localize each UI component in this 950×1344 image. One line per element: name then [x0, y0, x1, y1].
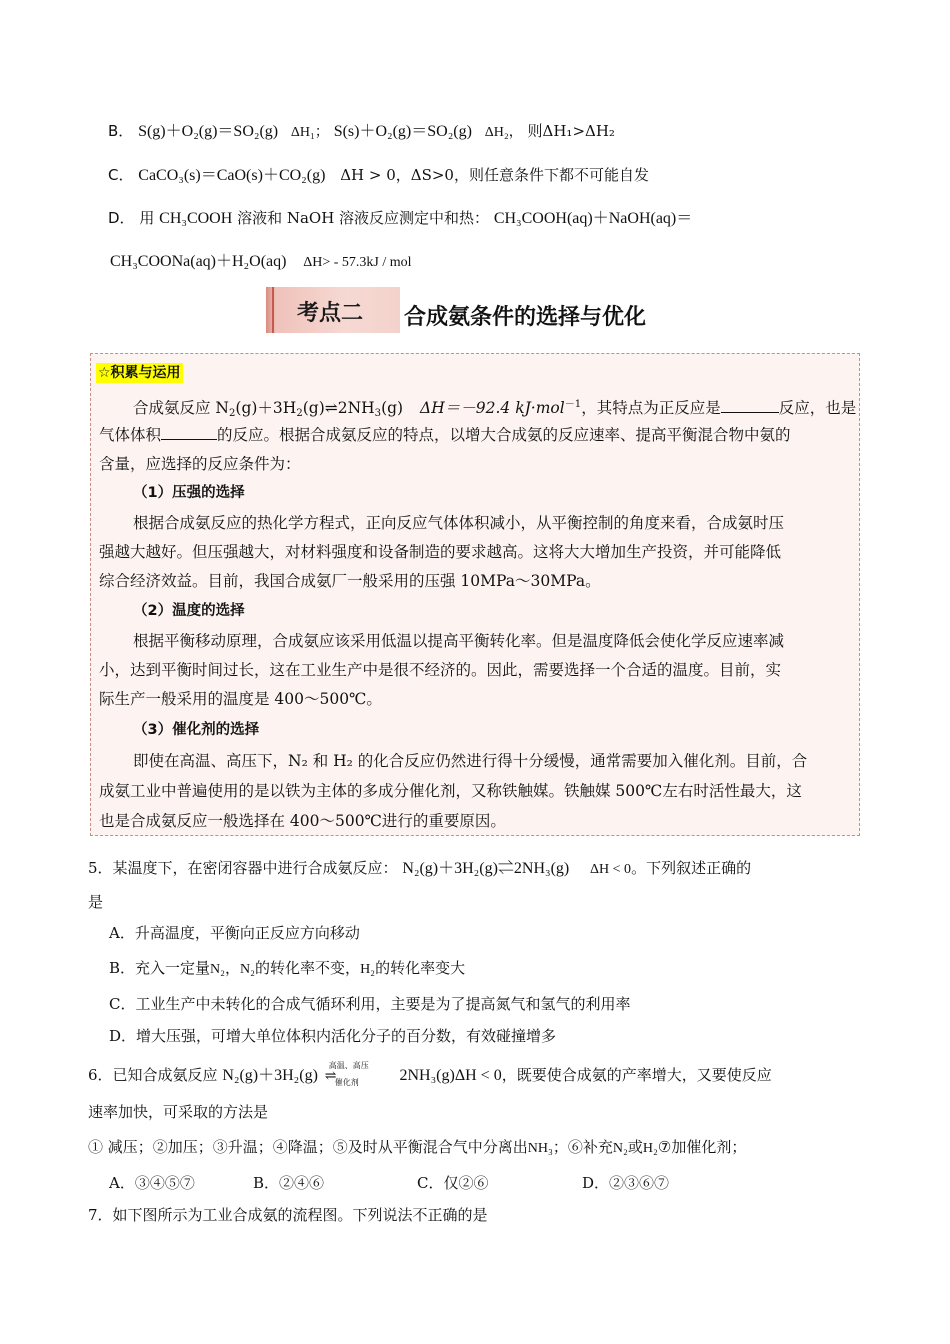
- box-intro-line-2: [99, 424, 791, 446]
- box-heading-catalyst: （3）催化剂的选择: [133, 722, 260, 738]
- option-b-dh2: ΔH₂，: [484, 125, 523, 140]
- q5-stem-a: 5．某温度下，在密闭容器中进行合成氨反应：: [88, 859, 398, 877]
- option-d-dh: ΔH> - 57.3kJ / mol: [303, 255, 412, 270]
- box-intro-text: 气体体积: [99, 426, 162, 444]
- q5-option-b-n2: N₂: [240, 962, 256, 977]
- q5-option-b-h2: H₂: [360, 962, 376, 977]
- box-heading-temperature: （2）温度的选择: [133, 603, 245, 619]
- option-d-text-2: 溶液和 NaOH 溶液反应测定中和热：: [237, 209, 490, 227]
- option-d-line: [108, 207, 692, 230]
- box-intro-sup: －1: [564, 399, 582, 410]
- q6-items-line: [88, 1136, 746, 1160]
- section-title: 合成氨条件的选择与优化: [404, 305, 647, 330]
- option-b-equation-2: S(s)＋O₂(g)＝SO₂(g): [333, 123, 472, 140]
- box-intro-text: (g)＋3H: [235, 399, 297, 417]
- box-intro-line-1: 合成氨反应 $N_2(g)+3H_2(g)\rightleftharpoons 2NH_3(g)$ ΔH＝－92.4 kJ·mol$^{-1}$，其特点为正反应是 反应，也是: [133, 399, 857, 419]
- q6-nh3: NH₃: [527, 1141, 553, 1156]
- q6-condition-top: 高温、高压: [328, 1061, 369, 1070]
- knowledge-box-label: ☆积累与运用: [98, 365, 181, 381]
- q6-condition-bottom: 催化剂: [334, 1078, 359, 1087]
- box-p1-line-3: 综合经济效益。目前，我国合成氨厂一般采用的压强 10MPa～30MPa。: [99, 572, 601, 590]
- q5-option-b[interactable]: [109, 957, 465, 981]
- option-b-dh1: ΔH₁；: [290, 125, 329, 140]
- q6-option-b[interactable]: B．②④⑥: [253, 1174, 325, 1192]
- option-d-line-2: [110, 250, 412, 274]
- q6-n2: N₂: [612, 1141, 628, 1156]
- q6-items-text: 或: [627, 1138, 643, 1156]
- box-p2-line-1: 根据平衡移动原理，合成氨应该采用低温以提高平衡转化率。但是温度降低会使化学反应速率减: [133, 632, 785, 650]
- box-intro-line-3: 含量，应选择的反应条件为：: [99, 455, 301, 473]
- option-b-label: B．: [108, 122, 134, 140]
- q5-stem-c: 是: [88, 893, 104, 911]
- q6-option-d[interactable]: D．②③⑥⑦: [582, 1174, 670, 1192]
- box-intro-text: 反应，也是: [778, 399, 857, 417]
- q6-items-text: ① 减压；②加压；③升温；④降温；⑤及时从平衡混合气中分离出: [88, 1138, 528, 1156]
- section-tag: 考点二: [297, 301, 364, 326]
- q5-option-b-text: ，: [225, 959, 241, 977]
- q7-stem: 7．如下图所示为工业合成氨的流程图。下列说法不正确的是: [88, 1206, 488, 1224]
- box-intro-text: 的反应。根据合成氨反应的特点，以增大合成氨的反应速率、提高平衡混合物中氨的: [217, 426, 791, 444]
- q6-equation-left: N₂(g)＋3H₂(g): [222, 1067, 318, 1084]
- option-b-line: [108, 120, 615, 144]
- q5-option-a[interactable]: A．升高温度，平衡向正反应方向移动: [109, 924, 360, 942]
- q6-h2: H₂: [642, 1141, 658, 1156]
- q5-option-c[interactable]: C．工业生产中未转化的合成气循环利用，主要是为了提高氮气和氢气的利用率: [109, 995, 631, 1013]
- box-p1-line-2: 强越大越好。但压强越大，对材料强度和设备制造的要求越高。这将大大增加生产投资，并可能降低: [99, 543, 782, 561]
- box-heading-pressure: （1）压强的选择: [133, 485, 245, 501]
- option-d-label: D．: [108, 209, 135, 227]
- equilibrium-arrow-icon: ⇌: [324, 1068, 337, 1084]
- box-intro-text: 合成氨反应 N: [133, 399, 229, 417]
- option-c-label: C．: [108, 166, 134, 184]
- box-p3-line-3: 也是合成氨反应一般选择在 400～500℃进行的重要原因。: [99, 812, 506, 830]
- option-d-text-1: 用: [139, 209, 155, 227]
- q5-option-b-text: 的转化率变大: [375, 959, 466, 977]
- option-c-text: ΔH > 0，ΔS>0，则任意条件下都不可能自发: [340, 166, 649, 184]
- q6-option-a[interactable]: A．③④⑤⑦: [109, 1174, 195, 1192]
- fill-blank-1[interactable]: [721, 398, 779, 413]
- option-c-equation: CaCO₃(s)＝CaO(s)＋CO₂(g): [138, 167, 326, 184]
- option-b-equation-1: S(g)＋O₂(g)＝SO₂(g): [138, 123, 279, 140]
- q6-option-c[interactable]: C．仅②⑥: [417, 1174, 489, 1192]
- q6-stem-b: ，既要使合成氨的产率增大，又要使反应: [501, 1066, 772, 1084]
- q5-dh: ΔH < 0: [590, 862, 632, 877]
- q6-items-text: ；⑥补充: [552, 1138, 613, 1156]
- q5-equation: N₂(g)＋3H₂(g)⇌2NH₃(g): [402, 860, 570, 877]
- q5-stem-line-1: [88, 857, 751, 881]
- option-d-equation-part2: CH₃COONa(aq)＋H₂O(aq): [110, 253, 287, 270]
- q6-stem-a: 6．已知合成氨反应: [88, 1066, 218, 1084]
- q5-option-b-n2: N₂: [210, 962, 226, 977]
- q6-reaction-arrow: [323, 1061, 395, 1087]
- option-d-equation-part1: CH₃COOH(aq)＋NaOH(aq)＝: [493, 210, 693, 227]
- q6-stem-c: 速率加快，可采取的方法是: [88, 1103, 269, 1121]
- option-c-line: [108, 164, 649, 187]
- fill-blank-2[interactable]: [161, 425, 217, 440]
- option-b-text: 则ΔH₁>ΔH₂: [527, 122, 615, 140]
- q5-option-b-text: B．充入一定量: [109, 959, 211, 977]
- q5-option-b-text: 的转化率不变，: [255, 959, 361, 977]
- box-p2-line-3: 际生产一般采用的温度是 400～500℃。: [99, 690, 382, 708]
- q5-stem-b: 。下列叙述正确的: [631, 859, 752, 877]
- box-intro-text: (g)⇌2NH: [302, 399, 375, 417]
- box-intro-text: ，其特点为正反应是: [581, 399, 721, 417]
- q6-items-text: ⑦加催化剂；: [657, 1138, 747, 1156]
- box-p2-line-2: 小，达到平衡时间过长，这在工业生产中是很不经济的。因此，需要选择一个合适的温度。目前，实: [99, 661, 782, 679]
- box-p3-line-1: 即使在高温、高压下，N₂ 和 H₂ 的化合反应仍然进行得十分缓慢，通常需要加入催化剂。目前，合: [133, 752, 808, 770]
- box-intro-text: (g): [381, 399, 404, 417]
- box-p3-line-2: 成氨工业中普遍使用的是以铁为主体的多成分催化剂，又称铁触媒。铁触媒 500℃左右时活性最大，这: [99, 782, 802, 800]
- q6-equation-right: 2NH₃(g)ΔH < 0: [399, 1067, 502, 1084]
- q6-stem-line-1: [88, 1061, 772, 1087]
- q5-option-d[interactable]: D．增大压强，可增大单位体积内活化分子的百分数，有效碰撞增多: [109, 1027, 557, 1045]
- box-p1-line-1: 根据合成氨反应的热化学方程式，正向反应气体体积减小，从平衡控制的角度来看，合成氨时压: [133, 514, 785, 532]
- box-intro-dh: ΔH＝－92.4 kJ·mol: [420, 399, 565, 417]
- option-d-ch3cooh: CH₃COOH: [159, 210, 233, 227]
